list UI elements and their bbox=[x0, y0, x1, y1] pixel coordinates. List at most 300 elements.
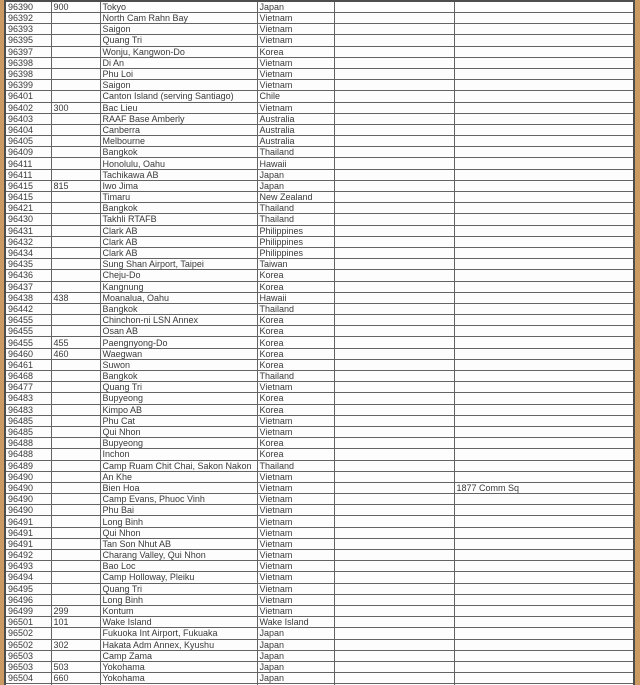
table-cell-notes bbox=[454, 203, 634, 214]
table-cell-code bbox=[51, 471, 100, 482]
table-cell-location: Bupyeong bbox=[100, 438, 257, 449]
table-cell-code bbox=[51, 505, 100, 516]
table-row bbox=[5, 348, 634, 359]
table-row bbox=[5, 673, 634, 684]
table-cell-code bbox=[51, 169, 100, 180]
table-cell-notes bbox=[454, 527, 634, 538]
table-cell-empty bbox=[334, 471, 454, 482]
table-cell-location: Di An bbox=[100, 57, 257, 68]
table-row bbox=[5, 315, 634, 326]
table-cell-unit-number: 96401 bbox=[5, 91, 51, 102]
table-cell-country: Vietnam bbox=[257, 482, 334, 493]
table-cell-location: Phu Loi bbox=[100, 68, 257, 79]
table-cell-notes bbox=[454, 292, 634, 303]
table-cell-code bbox=[51, 247, 100, 258]
table-cell-code bbox=[51, 192, 100, 203]
table-cell-country: Thailand bbox=[257, 303, 334, 314]
table-cell-location: Bangkok bbox=[100, 371, 257, 382]
table-cell-empty bbox=[334, 169, 454, 180]
table-cell-country: Japan bbox=[257, 1, 334, 13]
table-cell-empty bbox=[334, 650, 454, 661]
table-cell-empty bbox=[334, 538, 454, 549]
table-cell-country: Vietnam bbox=[257, 13, 334, 24]
table-cell-code bbox=[51, 259, 100, 270]
table-row bbox=[5, 225, 634, 236]
table-cell-notes bbox=[454, 270, 634, 281]
table-row bbox=[5, 661, 634, 672]
table-cell-unit-number: 96503 bbox=[5, 650, 51, 661]
table-cell-code bbox=[51, 561, 100, 572]
table-cell-code bbox=[51, 147, 100, 158]
table-cell-country: Vietnam bbox=[257, 471, 334, 482]
table-cell-unit-number: 96395 bbox=[5, 35, 51, 46]
table-cell-country: Korea bbox=[257, 393, 334, 404]
table-cell-unit-number: 96499 bbox=[5, 605, 51, 616]
table-cell-location: Long Binh bbox=[100, 516, 257, 527]
table-cell-unit-number: 96491 bbox=[5, 516, 51, 527]
table-cell-code bbox=[51, 236, 100, 247]
table-cell-location: Fukuoka Int Airport, Fukuaka bbox=[100, 628, 257, 639]
table-row bbox=[5, 136, 634, 147]
table-row bbox=[5, 650, 634, 661]
table-row bbox=[5, 382, 634, 393]
table-cell-unit-number: 96501 bbox=[5, 617, 51, 628]
table-row bbox=[5, 583, 634, 594]
table-cell-location: Hakata Adm Annex, Kyushu bbox=[100, 639, 257, 650]
table-cell-unit-number: 96398 bbox=[5, 68, 51, 79]
table-cell-location: Yokohama bbox=[100, 661, 257, 672]
table-cell-country: Vietnam bbox=[257, 516, 334, 527]
table-cell-empty bbox=[334, 46, 454, 57]
table-row bbox=[5, 359, 634, 370]
table-cell-country: Wake Island bbox=[257, 617, 334, 628]
table-cell-location: Bangkok bbox=[100, 303, 257, 314]
table-cell-empty bbox=[334, 639, 454, 650]
table-cell-code bbox=[51, 359, 100, 370]
table-cell-notes bbox=[454, 382, 634, 393]
table-cell-unit-number: 96491 bbox=[5, 538, 51, 549]
table-cell-country: Philippines bbox=[257, 236, 334, 247]
table-row bbox=[5, 281, 634, 292]
table-cell-country: Thailand bbox=[257, 460, 334, 471]
table-cell-code bbox=[51, 281, 100, 292]
table-cell-code bbox=[51, 13, 100, 24]
table-cell-code: 299 bbox=[51, 605, 100, 616]
table-cell-country: Korea bbox=[257, 449, 334, 460]
table-cell-notes bbox=[454, 460, 634, 471]
table-cell-location: Camp Holloway, Pleiku bbox=[100, 572, 257, 583]
table-cell-code: 815 bbox=[51, 180, 100, 191]
table-cell-code bbox=[51, 594, 100, 605]
table-cell-notes bbox=[454, 303, 634, 314]
table-cell-unit-number: 96483 bbox=[5, 393, 51, 404]
table-cell-empty bbox=[334, 281, 454, 292]
table-cell-code: 302 bbox=[51, 639, 100, 650]
table-row bbox=[5, 426, 634, 437]
table-cell-country: Philippines bbox=[257, 225, 334, 236]
table-cell-country: Australia bbox=[257, 124, 334, 135]
table-cell-country: Korea bbox=[257, 438, 334, 449]
table-row bbox=[5, 46, 634, 57]
table-row bbox=[5, 494, 634, 505]
table-row bbox=[5, 371, 634, 382]
table-cell-code: 460 bbox=[51, 348, 100, 359]
table-cell-unit-number: 96504 bbox=[5, 673, 51, 684]
table-cell-unit-number: 96455 bbox=[5, 315, 51, 326]
table-row bbox=[5, 214, 634, 225]
table-cell-code: 101 bbox=[51, 617, 100, 628]
table-cell-empty bbox=[334, 259, 454, 270]
table-cell-code bbox=[51, 326, 100, 337]
table-cell-empty bbox=[334, 292, 454, 303]
table-row bbox=[5, 449, 634, 460]
table-cell-unit-number: 96411 bbox=[5, 158, 51, 169]
table-cell-empty bbox=[334, 326, 454, 337]
table-row bbox=[5, 1, 634, 13]
table-cell-location: Honolulu, Oahu bbox=[100, 158, 257, 169]
table-cell-notes bbox=[454, 438, 634, 449]
table-cell-unit-number: 96392 bbox=[5, 13, 51, 24]
table-cell-country: Vietnam bbox=[257, 80, 334, 91]
table-cell-unit-number: 96502 bbox=[5, 628, 51, 639]
table-cell-location: Takhli RTAFB bbox=[100, 214, 257, 225]
table-cell-location: Sung Shan Airport, Taipei bbox=[100, 259, 257, 270]
table-row bbox=[5, 527, 634, 538]
table-cell-code bbox=[51, 438, 100, 449]
table-cell-location: Camp Zama bbox=[100, 650, 257, 661]
table-cell-code bbox=[51, 371, 100, 382]
table-row bbox=[5, 270, 634, 281]
table-row bbox=[5, 13, 634, 24]
table-cell-empty bbox=[334, 550, 454, 561]
table-cell-country: Vietnam bbox=[257, 102, 334, 113]
table-cell-empty bbox=[334, 449, 454, 460]
table-cell-location: Saigon bbox=[100, 24, 257, 35]
table-cell-empty bbox=[334, 247, 454, 258]
table-cell-unit-number: 96492 bbox=[5, 550, 51, 561]
table-row bbox=[5, 337, 634, 348]
table-cell-empty bbox=[334, 136, 454, 147]
table-cell-country: Japan bbox=[257, 639, 334, 650]
table-cell-empty bbox=[334, 617, 454, 628]
table-cell-unit-number: 96494 bbox=[5, 572, 51, 583]
table-cell-notes bbox=[454, 393, 634, 404]
table-cell-empty bbox=[334, 426, 454, 437]
table-row bbox=[5, 236, 634, 247]
table-cell-notes bbox=[454, 13, 634, 24]
table-cell-unit-number: 96496 bbox=[5, 594, 51, 605]
table-cell-empty bbox=[334, 438, 454, 449]
table-cell-empty bbox=[334, 628, 454, 639]
table-cell-country: Thailand bbox=[257, 203, 334, 214]
table-cell-notes bbox=[454, 147, 634, 158]
table-cell-notes bbox=[454, 359, 634, 370]
table-cell-location: Quang Tri bbox=[100, 382, 257, 393]
table-cell-location: Charang Valley, Qui Nhon bbox=[100, 550, 257, 561]
table-cell-country: Vietnam bbox=[257, 572, 334, 583]
table-cell-location: Kangnung bbox=[100, 281, 257, 292]
table-cell-unit-number: 96503 bbox=[5, 661, 51, 672]
table-cell-location: Inchon bbox=[100, 449, 257, 460]
table-cell-notes bbox=[454, 594, 634, 605]
table-cell-code bbox=[51, 482, 100, 493]
table-cell-code bbox=[51, 550, 100, 561]
table-cell-location: Kontum bbox=[100, 605, 257, 616]
table-cell-location: Qui Nhon bbox=[100, 426, 257, 437]
table-cell-notes bbox=[454, 348, 634, 359]
table-cell-notes bbox=[454, 80, 634, 91]
table-cell-location: Tan Son Nhut AB bbox=[100, 538, 257, 549]
table-cell-unit-number: 96491 bbox=[5, 527, 51, 538]
table-cell-unit-number: 96493 bbox=[5, 561, 51, 572]
table-cell-notes bbox=[454, 538, 634, 549]
table-cell-code bbox=[51, 516, 100, 527]
table-cell-unit-number: 96490 bbox=[5, 505, 51, 516]
table-row bbox=[5, 594, 634, 605]
table-cell-unit-number: 96430 bbox=[5, 214, 51, 225]
table-cell-notes bbox=[454, 449, 634, 460]
table-cell-unit-number: 96409 bbox=[5, 147, 51, 158]
table-cell-country: Thailand bbox=[257, 214, 334, 225]
table-cell-unit-number: 96390 bbox=[5, 1, 51, 13]
table-row bbox=[5, 538, 634, 549]
table-row bbox=[5, 460, 634, 471]
table-cell-notes bbox=[454, 471, 634, 482]
table-cell-location: Yokohama bbox=[100, 673, 257, 684]
table-cell-location: An Khe bbox=[100, 471, 257, 482]
table-cell-country: Vietnam bbox=[257, 382, 334, 393]
table-cell-notes bbox=[454, 225, 634, 236]
table-cell-country: Australia bbox=[257, 136, 334, 147]
table-row bbox=[5, 147, 634, 158]
table-cell-country: Korea bbox=[257, 281, 334, 292]
table-cell-country: Korea bbox=[257, 337, 334, 348]
table-cell-location: Long Binh bbox=[100, 594, 257, 605]
table-row bbox=[5, 292, 634, 303]
table-cell-location: Quang Tri bbox=[100, 583, 257, 594]
table-cell-notes bbox=[454, 236, 634, 247]
table-cell-code bbox=[51, 449, 100, 460]
table-cell-unit-number: 96455 bbox=[5, 326, 51, 337]
table-cell-unit-number: 96399 bbox=[5, 80, 51, 91]
table-cell-notes bbox=[454, 505, 634, 516]
table-cell-country: Vietnam bbox=[257, 527, 334, 538]
table-cell-empty bbox=[334, 561, 454, 572]
table-cell-location: Canton Island (serving Santiago) bbox=[100, 91, 257, 102]
table-cell-country: Vietnam bbox=[257, 24, 334, 35]
table-cell-unit-number: 96398 bbox=[5, 57, 51, 68]
table-cell-code: 900 bbox=[51, 1, 100, 13]
table-cell-notes bbox=[454, 247, 634, 258]
table-cell-location: Wonju, Kangwon-Do bbox=[100, 46, 257, 57]
table-cell-country: Korea bbox=[257, 270, 334, 281]
table-cell-unit-number: 96432 bbox=[5, 236, 51, 247]
table-row bbox=[5, 68, 634, 79]
table-cell-notes bbox=[454, 426, 634, 437]
table-cell-notes bbox=[454, 315, 634, 326]
table-cell-code bbox=[51, 460, 100, 471]
table-cell-country: Japan bbox=[257, 650, 334, 661]
table-cell-country: Japan bbox=[257, 673, 334, 684]
table-cell-location: Wake Island bbox=[100, 617, 257, 628]
table-cell-code bbox=[51, 214, 100, 225]
table-cell-notes bbox=[454, 550, 634, 561]
table-cell-empty bbox=[334, 348, 454, 359]
table-row bbox=[5, 482, 634, 493]
table-cell-country: Korea bbox=[257, 315, 334, 326]
table-cell-location: Paengnyong-Do bbox=[100, 337, 257, 348]
table-cell-notes bbox=[454, 561, 634, 572]
table-row bbox=[5, 91, 634, 102]
table-cell-unit-number: 96490 bbox=[5, 494, 51, 505]
table-cell-code bbox=[51, 650, 100, 661]
table-cell-empty bbox=[334, 460, 454, 471]
table-cell-empty bbox=[334, 1, 454, 13]
table-cell-unit-number: 96489 bbox=[5, 460, 51, 471]
table-cell-code bbox=[51, 225, 100, 236]
table-cell-unit-number: 96415 bbox=[5, 192, 51, 203]
table-cell-code bbox=[51, 426, 100, 437]
table-row bbox=[5, 404, 634, 415]
table-cell-country: Chile bbox=[257, 91, 334, 102]
table-cell-notes bbox=[454, 35, 634, 46]
table-cell-code bbox=[51, 68, 100, 79]
table-cell-country: Japan bbox=[257, 180, 334, 191]
table-cell-notes bbox=[454, 572, 634, 583]
table-cell-notes bbox=[454, 169, 634, 180]
table-cell-unit-number: 96421 bbox=[5, 203, 51, 214]
table-cell-empty bbox=[334, 594, 454, 605]
table-cell-code bbox=[51, 393, 100, 404]
table-cell-location: Timaru bbox=[100, 192, 257, 203]
table-row bbox=[5, 203, 634, 214]
table-cell-country: Korea bbox=[257, 404, 334, 415]
table-cell-notes bbox=[454, 415, 634, 426]
table-cell-empty bbox=[334, 225, 454, 236]
table-cell-location: Tokyo bbox=[100, 1, 257, 13]
table-cell-empty bbox=[334, 214, 454, 225]
table-cell-code bbox=[51, 303, 100, 314]
table-row bbox=[5, 393, 634, 404]
table-cell-empty bbox=[334, 393, 454, 404]
table-cell-notes bbox=[454, 124, 634, 135]
table-cell-empty bbox=[334, 57, 454, 68]
table-row bbox=[5, 80, 634, 91]
table-row bbox=[5, 158, 634, 169]
table-cell-country: Vietnam bbox=[257, 505, 334, 516]
table-cell-empty bbox=[334, 482, 454, 493]
table-cell-code bbox=[51, 80, 100, 91]
table-cell-notes bbox=[454, 214, 634, 225]
table-cell-code: 300 bbox=[51, 102, 100, 113]
table-cell-code bbox=[51, 494, 100, 505]
table-cell-unit-number: 96490 bbox=[5, 471, 51, 482]
locations-table bbox=[4, 0, 635, 685]
table-cell-location: Bao Loc bbox=[100, 561, 257, 572]
table-cell-empty bbox=[334, 404, 454, 415]
table-cell-notes bbox=[454, 639, 634, 650]
table-cell-location: Phu Cat bbox=[100, 415, 257, 426]
table-cell-location: Moanalua, Oahu bbox=[100, 292, 257, 303]
table-cell-country: Australia bbox=[257, 113, 334, 124]
table-cell-unit-number: 96411 bbox=[5, 169, 51, 180]
table-cell-unit-number: 96404 bbox=[5, 124, 51, 135]
table-cell-empty bbox=[334, 382, 454, 393]
table-cell-notes bbox=[454, 102, 634, 113]
table-cell-notes bbox=[454, 91, 634, 102]
table-row bbox=[5, 505, 634, 516]
table-cell-code bbox=[51, 382, 100, 393]
table-cell-notes bbox=[454, 24, 634, 35]
table-cell-location: Clark AB bbox=[100, 236, 257, 247]
table-row bbox=[5, 561, 634, 572]
table-row bbox=[5, 326, 634, 337]
table-cell-unit-number: 96495 bbox=[5, 583, 51, 594]
table-cell-unit-number: 96461 bbox=[5, 359, 51, 370]
table-cell-unit-number: 96460 bbox=[5, 348, 51, 359]
table-cell-country: Vietnam bbox=[257, 57, 334, 68]
table-row bbox=[5, 415, 634, 426]
table-cell-unit-number: 96502 bbox=[5, 639, 51, 650]
table-cell-empty bbox=[334, 527, 454, 538]
table-cell-code bbox=[51, 113, 100, 124]
table-cell-notes bbox=[454, 158, 634, 169]
table-cell-notes bbox=[454, 281, 634, 292]
table-cell-location: Chinchon-ni LSN Annex bbox=[100, 315, 257, 326]
table-cell-unit-number: 96442 bbox=[5, 303, 51, 314]
table-cell-notes bbox=[454, 650, 634, 661]
table-row bbox=[5, 113, 634, 124]
table-cell-notes bbox=[454, 113, 634, 124]
table-cell-location: Bangkok bbox=[100, 203, 257, 214]
table-row bbox=[5, 617, 634, 628]
table-cell-empty bbox=[334, 203, 454, 214]
table-cell-notes bbox=[454, 337, 634, 348]
table-cell-country: Vietnam bbox=[257, 583, 334, 594]
table-cell-location: Canberra bbox=[100, 124, 257, 135]
table-cell-country: Japan bbox=[257, 628, 334, 639]
table-cell-location: Tachikawa AB bbox=[100, 169, 257, 180]
table-cell-notes bbox=[454, 661, 634, 672]
table-cell-code bbox=[51, 572, 100, 583]
table-cell-unit-number: 96437 bbox=[5, 281, 51, 292]
table-cell-unit-number: 96488 bbox=[5, 438, 51, 449]
table-cell-country: Vietnam bbox=[257, 605, 334, 616]
table-cell-notes bbox=[454, 583, 634, 594]
table-cell-location: Clark AB bbox=[100, 225, 257, 236]
table-cell-location: Melbourne bbox=[100, 136, 257, 147]
table-row bbox=[5, 57, 634, 68]
table-cell-empty bbox=[334, 180, 454, 191]
table-cell-country: Korea bbox=[257, 46, 334, 57]
table-cell-country: Vietnam bbox=[257, 415, 334, 426]
table-cell-unit-number: 96415 bbox=[5, 180, 51, 191]
table-cell-location: Bangkok bbox=[100, 147, 257, 158]
table-cell-country: Vietnam bbox=[257, 35, 334, 46]
table-cell-code bbox=[51, 583, 100, 594]
table-cell-country: Vietnam bbox=[257, 68, 334, 79]
table-row bbox=[5, 180, 634, 191]
table-cell-unit-number: 96488 bbox=[5, 449, 51, 460]
table-cell-empty bbox=[334, 415, 454, 426]
table-cell-notes bbox=[454, 1, 634, 13]
table-row bbox=[5, 628, 634, 639]
table-cell-empty bbox=[334, 124, 454, 135]
table-cell-empty bbox=[334, 13, 454, 24]
table-cell-location: Camp Evans, Phuoc Vinh bbox=[100, 494, 257, 505]
table-cell-country: Taiwan bbox=[257, 259, 334, 270]
table-cell-code bbox=[51, 35, 100, 46]
